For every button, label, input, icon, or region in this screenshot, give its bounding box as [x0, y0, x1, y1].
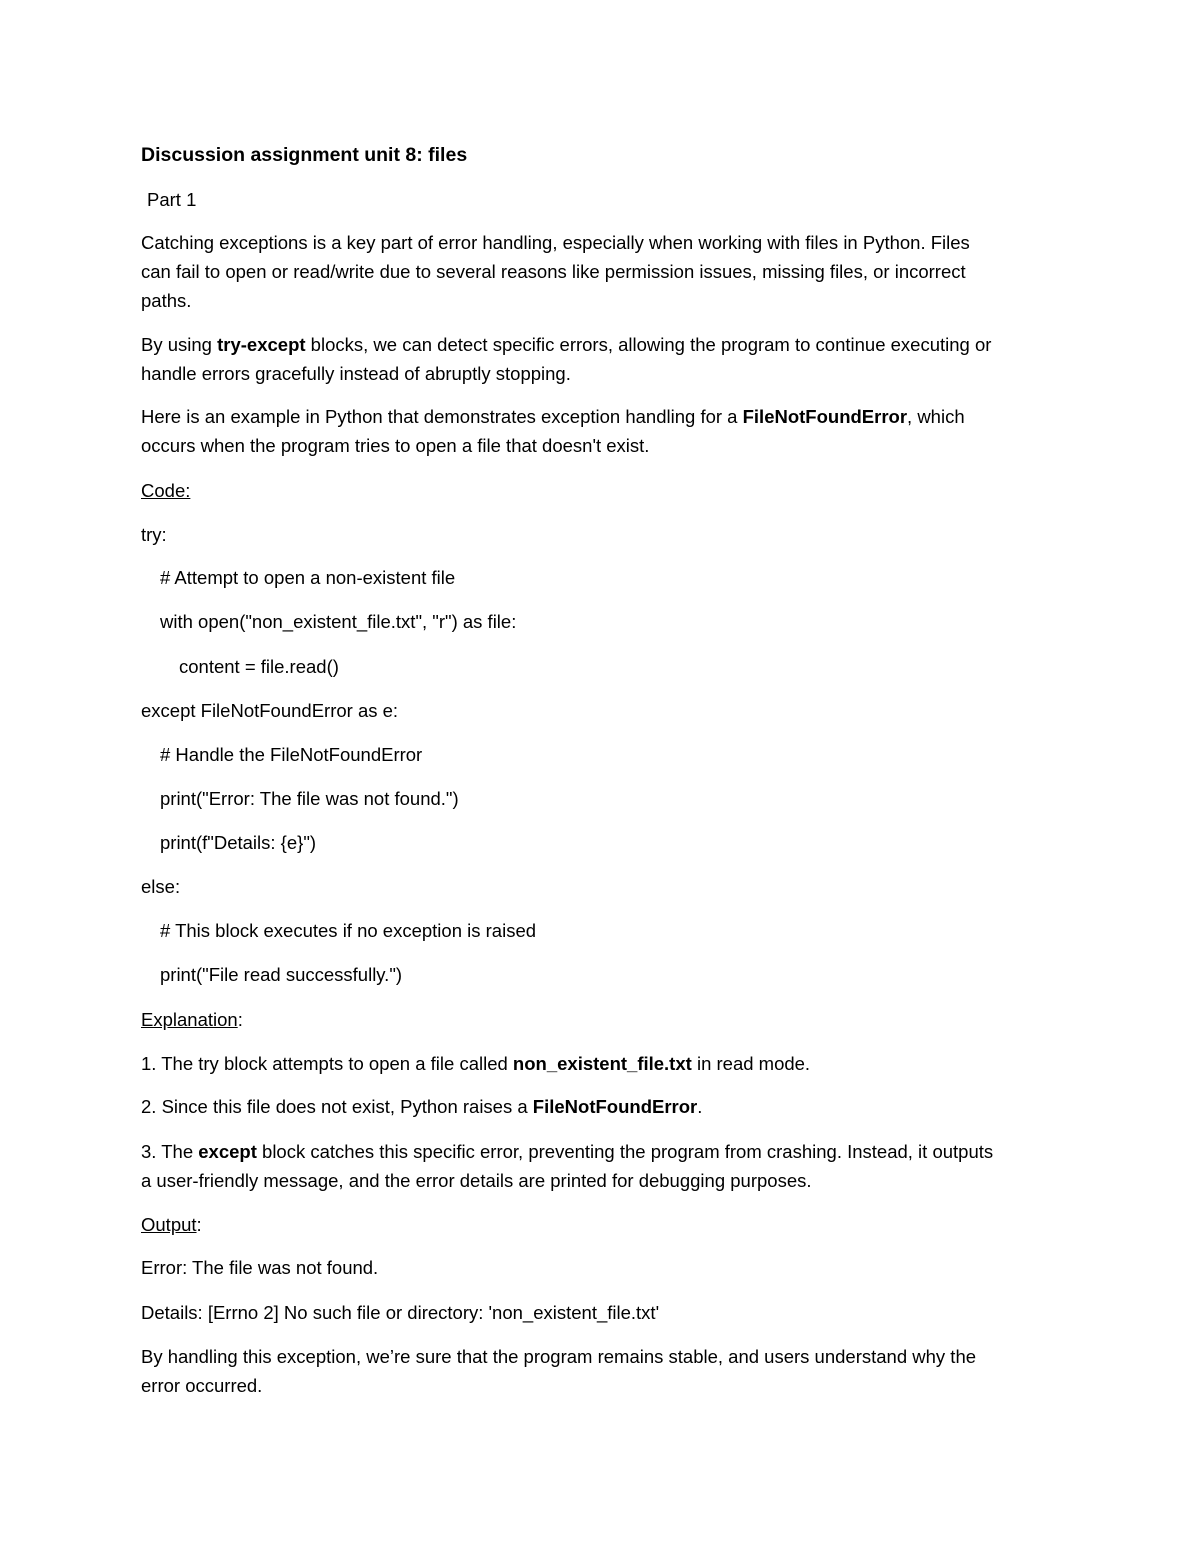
explanation-heading [141, 1008, 243, 1032]
code-line: else: [141, 876, 181, 897]
explanation-item-1 [141, 1052, 810, 1076]
example-paragraph-line-2: occurs when the program tries to open a file that doesn't exist. [141, 435, 650, 456]
intro-line-3: paths. [141, 290, 192, 311]
code-line: print("Error: The file was not found.") [160, 788, 459, 809]
explanation-item-3 [141, 1140, 993, 1164]
intro-line-1: Catching exceptions is a key part of error handling, especially when working with files in Python. Files [141, 232, 970, 253]
code-line: with open("non_existent_file.txt", "r") as file: [160, 611, 517, 632]
code-line: # This block executes if no exception is raised [160, 920, 537, 941]
explanation-item-3-pre: 3. The [141, 1141, 199, 1162]
explanation-heading-text: Explanation [141, 1009, 238, 1030]
tryexcept-paragraph-line-1 [141, 333, 991, 357]
part-label: Part 1 [147, 189, 197, 210]
output-heading-colon: : [196, 1214, 202, 1235]
tryexcept-paragraph-line-2: handle errors gracefully instead of abruptly stopping. [141, 363, 571, 384]
explanation-item-2-bold: FileNotFoundError [532, 1096, 698, 1117]
explanation-item-2-post: . [697, 1096, 703, 1117]
code-heading: Code: [141, 480, 191, 501]
code-line: print("File read successfully.") [160, 964, 403, 985]
tryexcept-post: blocks, we can detect specific errors, allowing the program to continue executing or [305, 334, 992, 355]
explanation-heading-colon: : [237, 1009, 243, 1030]
explanation-item-3-post: block catches this specific error, preventing the program from crashing. Instead, it outputs [256, 1141, 994, 1162]
explanation-item-2-pre: 2. Since this file does not exist, Python raises a [141, 1096, 533, 1117]
explanation-item-3-bold: except [198, 1141, 257, 1162]
explanation-item-1-pre: 1. The try block attempts to open a file called [141, 1053, 513, 1074]
example-pre: Here is an example in Python that demonstrates exception handling for a [141, 406, 743, 427]
output-line: Details: [Errno 2] No such file or directory: 'non_existent_file.txt' [141, 1302, 660, 1323]
conclusion-line-1: By handling this exception, we’re sure that the program remains stable, and users understand why the [141, 1346, 977, 1367]
document-title: Discussion assignment unit 8: files [141, 144, 468, 166]
explanation-item-3-line-2: a user-friendly message, and the error details are printed for debugging purposes. [141, 1170, 812, 1191]
explanation-item-2 [141, 1095, 702, 1119]
code-line: except FileNotFoundError as e: [141, 700, 399, 721]
code-line: content = file.read() [179, 656, 339, 677]
code-line: # Attempt to open a non-existent file [160, 567, 456, 588]
explanation-item-1-bold: non_existent_file.txt [512, 1053, 692, 1074]
output-heading [141, 1213, 202, 1237]
output-heading-text: Output [141, 1214, 197, 1235]
intro-line-2: can fail to open or read/write due to several reasons like permission issues, missing files, or incorrect [141, 261, 966, 282]
output-line: Error: The file was not found. [141, 1257, 379, 1278]
code-line: try: [141, 524, 167, 545]
code-line: # Handle the FileNotFoundError [160, 744, 423, 765]
explanation-item-1-post: in read mode. [691, 1053, 811, 1074]
example-post: , which [907, 406, 965, 427]
tryexcept-bold: try-except [217, 334, 306, 355]
tryexcept-pre: By using [141, 334, 218, 355]
conclusion-line-2: error occurred. [141, 1375, 263, 1396]
example-paragraph-line-1 [141, 405, 965, 429]
code-line: print(f"Details: {e}") [160, 832, 317, 853]
example-bold: FileNotFoundError [742, 406, 908, 427]
